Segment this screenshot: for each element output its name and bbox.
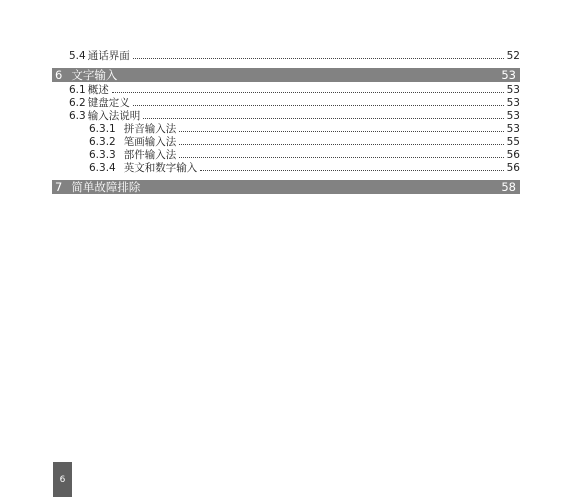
toc-entry-6-1[interactable] (52, 84, 520, 97)
toc-entry-number: 6.1 (69, 84, 86, 96)
toc-entry-6-3-3[interactable] (52, 149, 520, 162)
toc-entry-6-3-1[interactable] (52, 123, 520, 136)
toc-entry-title: 拼音输入法 (123, 123, 177, 135)
toc-entry-6-3[interactable] (52, 110, 520, 123)
toc-entry-page: 52 (506, 50, 520, 62)
chapter-number: 6 (55, 68, 63, 82)
toc-entry-6-3-4[interactable] (52, 162, 520, 175)
dot-leader (133, 58, 504, 59)
toc-entry-title: 英文和数字输入 (123, 162, 198, 174)
dot-leader (200, 170, 503, 171)
chapter-number: 7 (55, 180, 63, 194)
chapter-title: 文字输入 (71, 68, 118, 82)
toc-entry-title: 通话界面 (87, 50, 130, 62)
toc-entry-page: 53 (506, 84, 520, 96)
chapter-heading-7[interactable] (52, 180, 520, 194)
chapter-page: 58 (501, 180, 516, 194)
page-number: 6 (59, 474, 66, 485)
toc-entry-5-4[interactable] (52, 50, 520, 63)
table-of-contents (52, 50, 520, 196)
chapter-heading-6[interactable] (52, 68, 520, 82)
toc-entry-title: 键盘定义 (87, 97, 130, 109)
toc-entry-page: 53 (506, 97, 520, 109)
toc-entry-page: 53 (506, 110, 520, 122)
chapter-page: 53 (501, 68, 516, 82)
dot-leader (143, 118, 503, 119)
toc-entry-title: 部件输入法 (123, 149, 177, 161)
toc-entry-number: 6.3.3 (89, 149, 116, 161)
toc-entry-number: 6.3 (69, 110, 86, 122)
dot-leader (179, 131, 503, 132)
toc-entry-title: 概述 (87, 84, 109, 96)
toc-entry-6-2[interactable] (52, 97, 520, 110)
toc-entry-page: 56 (506, 162, 520, 174)
toc-entry-6-3-2[interactable] (52, 136, 520, 149)
toc-entry-number: 6.3.1 (89, 123, 116, 135)
toc-entry-page: 56 (506, 149, 520, 161)
toc-entry-number: 6.2 (69, 97, 86, 109)
toc-entry-number: 6.3.2 (89, 136, 116, 148)
dot-leader (179, 144, 503, 145)
dot-leader (112, 92, 504, 93)
toc-entry-page: 53 (506, 123, 520, 135)
toc-entry-title: 笔画输入法 (123, 136, 177, 148)
toc-entry-title: 输入法说明 (87, 110, 141, 122)
dot-leader (133, 105, 504, 106)
toc-entry-number: 6.3.4 (89, 162, 116, 174)
toc-entry-number: 5.4 (69, 50, 86, 62)
chapter-title: 简单故障排除 (71, 180, 141, 194)
page-number-tab (53, 462, 72, 497)
toc-entry-page: 55 (506, 136, 520, 148)
dot-leader (179, 157, 503, 158)
